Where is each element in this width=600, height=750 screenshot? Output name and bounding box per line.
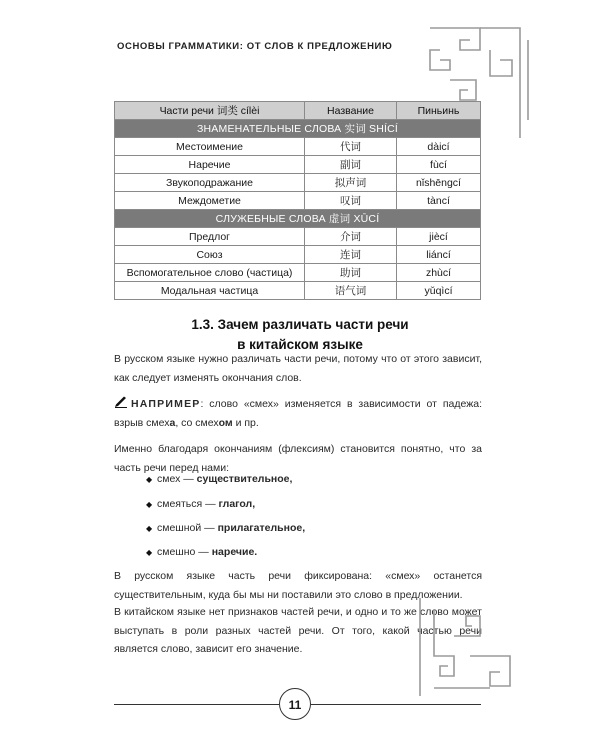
list-item-pos: наречие. — [211, 546, 258, 558]
ornament-bottom-right — [410, 596, 540, 706]
table-row — [115, 174, 481, 192]
table-cell: 介词 — [305, 228, 397, 246]
paragraph-text: В русском языке часть речи фиксирована: «смех» останется существительным, куда бы мы ни поставили это слово в предложении. — [114, 570, 482, 601]
list-item-word: смешной — — [157, 522, 218, 534]
table-cell: 副词 — [305, 156, 397, 174]
table-cell: tàncí — [397, 192, 481, 210]
table-row — [115, 156, 481, 174]
section-heading-line1: 1.3. Зачем различать части речи — [191, 317, 409, 332]
table-header: Пиньинь — [397, 102, 481, 120]
table-cell: 代词 — [305, 138, 397, 156]
list-item — [146, 519, 305, 538]
table-section-title: ЗНАМЕНАТЕЛЬНЫЕ СЛОВА 实词 SHÍCÍ — [115, 120, 481, 138]
list-item-word: смеяться — — [157, 498, 219, 510]
table-cell: jiècí — [397, 228, 481, 246]
example-ending: а — [169, 416, 176, 429]
paragraph-text: В русском языке нужно различать части речи, потому что от этого зависит, как следует изменять окончания слов. — [114, 353, 482, 384]
footer-rule-right — [311, 704, 481, 705]
example-text: , со смех — [175, 416, 219, 429]
diamond-bullet-icon: ◆ — [146, 475, 153, 484]
list-item-word: смех — — [157, 473, 197, 485]
table-cell: Междометие — [115, 192, 305, 210]
example-ending: ом — [218, 416, 233, 429]
list-item — [146, 470, 292, 489]
table-section-row — [115, 120, 481, 138]
table-cell: yǔqìcí — [397, 282, 481, 300]
page-number: 11 — [279, 688, 311, 720]
paragraph-text: В китайском языке нет признаков частей речи, и одно и то же слово может выступать в роли разных частей речи. От того, какой частью речи является слово, зависит его значение. — [114, 606, 482, 655]
table-section-title: СЛУЖЕБНЫЕ СЛОВА 虚词 XŪCÍ — [115, 210, 481, 228]
table-cell: nǐshēngcí — [397, 174, 481, 192]
table-cell: Предлог — [115, 228, 305, 246]
example-paragraph — [114, 395, 482, 432]
footer-rule-left — [114, 704, 279, 705]
table-row — [115, 246, 481, 264]
table-row — [115, 282, 481, 300]
table-cell: Звукоподражание — [115, 174, 305, 192]
table-row — [115, 138, 481, 156]
table-cell: 叹词 — [305, 192, 397, 210]
example-text: и пр. — [232, 416, 259, 429]
table-cell: liáncí — [397, 246, 481, 264]
table-row — [115, 228, 481, 246]
list-item-pos: прилагательное, — [217, 522, 306, 534]
diamond-bullet-icon: ◆ — [146, 500, 153, 509]
table-row — [115, 192, 481, 210]
table-header-row — [115, 102, 481, 120]
table-header: Части речи 词类 cílèi — [115, 102, 305, 120]
diamond-bullet-icon: ◆ — [146, 548, 153, 557]
table-section-row — [115, 210, 481, 228]
parts-of-speech-table — [114, 101, 481, 300]
list-item — [146, 543, 257, 562]
table-cell: Местоимение — [115, 138, 305, 156]
table-cell: Вспомогательное слово (частица) — [115, 264, 305, 282]
pen-icon — [114, 396, 128, 408]
diamond-bullet-icon: ◆ — [146, 524, 153, 533]
table-cell: fùcí — [397, 156, 481, 174]
table-cell: zhùcí — [397, 264, 481, 282]
list-item-pos: глагол, — [218, 498, 256, 510]
table-cell: Модальная частица — [115, 282, 305, 300]
example-text: : слово «смех» изменяется в зависимости от падежа: взрыв смех — [114, 398, 482, 429]
paragraph-text: Именно благодаря окончаниям (флексиям) становится понятно, что за часть речи перед нами: — [114, 443, 482, 474]
example-block — [114, 395, 482, 432]
table-cell: Наречие — [115, 156, 305, 174]
table-cell: Союз — [115, 246, 305, 264]
section-heading-line2: в китайском языке — [237, 337, 363, 352]
table-cell: 连词 — [305, 246, 397, 264]
table-cell: 助词 — [305, 264, 397, 282]
table-cell: 拟声词 — [305, 174, 397, 192]
table-cell: dàicí — [397, 138, 481, 156]
list-item-word: смешно — — [157, 546, 212, 558]
list-item-pos: существительное, — [196, 473, 293, 485]
list-item — [146, 495, 255, 514]
table-cell: 语气词 — [305, 282, 397, 300]
table-header: Название — [305, 102, 397, 120]
section-heading — [150, 315, 450, 355]
table-row — [115, 264, 481, 282]
paragraph-intro — [114, 350, 482, 387]
example-label: НАПРИМЕР — [131, 398, 201, 410]
running-head: ОСНОВЫ ГРАММАТИКИ: ОТ СЛОВ К ПРЕДЛОЖЕНИЮ — [117, 41, 393, 52]
